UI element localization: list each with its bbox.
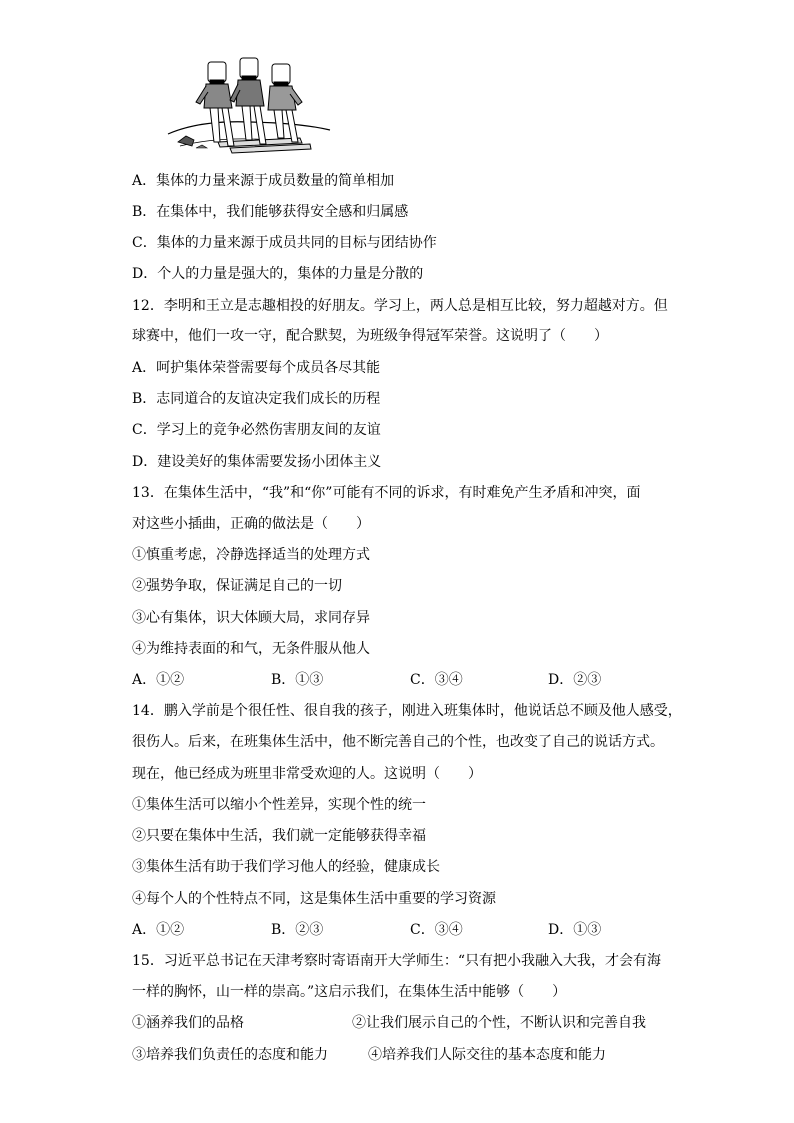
q13-stem-line-1: 13．在集体生活中，“我”和“你”可能有不同的诉求，有时难免产生矛盾和冲突，面: [132, 485, 641, 501]
q14-item-2: ②只要在集体中生活，我们就一定能够获得幸福: [132, 828, 426, 844]
q14-stem-line-3: 现在，他已经成为班里非常受欢迎的人。这说明（ ）: [132, 766, 482, 782]
q11-option-a: A．集体的力量来源于成员数量的简单相加: [132, 173, 395, 189]
q12-option-c: C．学习上的竞争必然伤害朋友间的友谊: [132, 422, 381, 438]
q15-stem-line-1: 15．习近平总书记在天津考察时寄语南开大学师生：“只有把小我融入大我，才会有海: [132, 953, 661, 969]
q13-choice-d: D．②③: [548, 672, 602, 688]
q11-option-d: D．个人的力量是强大的，集体的力量是分散的: [132, 266, 424, 282]
q13-item-1: ①慎重考虑，冷静选择适当的处理方式: [132, 547, 370, 563]
q14-stem-line-2: 很伤人。后来，在班集体生活中，他不断完善自己的个性，也改变了自己的说话方式。: [132, 734, 664, 750]
q13-stem-line-2: 对这些小插曲，正确的做法是（ ）: [132, 516, 370, 532]
q12-option-b: B．志同道合的友谊决定我们成长的历程: [132, 391, 381, 407]
q12-option-d: D．建设美好的集体需要发扬小团体主义: [132, 454, 382, 470]
three-people-on-boards-illustration: [160, 50, 335, 160]
q14-choice-d: D．①③: [548, 922, 602, 938]
q12-option-a: A．呵护集体荣誉需要每个成员各尽其能: [132, 360, 381, 376]
q11-option-b: B．在集体中，我们能够获得安全感和归属感: [132, 204, 409, 220]
q14-choice-c: C．③④: [410, 922, 463, 938]
q13-choice-b: B．①③: [271, 672, 324, 688]
q14-item-3: ③集体生活有助于我们学习他人的经验，健康成长: [132, 859, 440, 875]
q13-item-4: ④为维持表面的和气，无条件服从他人: [132, 641, 370, 657]
q14-choice-a: A．①②: [132, 922, 185, 938]
q15-item-3: ③培养我们负责任的态度和能力: [132, 1047, 328, 1063]
q14-stem-line-1: 14．鹏入学前是个很任性、很自我的孩子，刚进入班集体时，他说话总不顾及他人感受，: [132, 703, 682, 719]
q15-stem-line-2: 一样的胸怀，山一样的崇高。”这启示我们，在集体生活中能够（ ）: [132, 984, 567, 1000]
q13-item-3: ③心有集体，识大体顾大局，求同存异: [132, 610, 370, 626]
q15-item-2: ②让我们展示自己的个性，不断认识和完善自我: [352, 1015, 646, 1031]
q13-item-2: ②强势争取，保证满足自己的一切: [132, 578, 342, 594]
q11-option-c: C．集体的力量来源于成员共同的目标与团结协作: [132, 235, 437, 251]
q12-stem-line-2: 球赛中，他们一攻一守，配合默契，为班级争得冠军荣誉。这说明了（ ）: [132, 328, 608, 344]
q12-stem-line-1: 12．李明和王立是志趣相投的好朋友。学习上，两人总是相互比较，努力超越对方。但: [132, 298, 668, 314]
q15-item-4: ④培养我们人际交往的基本态度和能力: [368, 1047, 606, 1063]
q13-choice-c: C．③④: [410, 672, 463, 688]
q14-item-1: ①集体生活可以缩小个性差异，实现个性的统一: [132, 797, 426, 813]
q15-item-1: ①涵养我们的品格: [132, 1015, 244, 1031]
q14-choice-b: B．②③: [271, 922, 324, 938]
q14-item-4: ④每个人的个性特点不同，这是集体生活中重要的学习资源: [132, 891, 496, 907]
q13-choice-a: A．①②: [132, 672, 185, 688]
